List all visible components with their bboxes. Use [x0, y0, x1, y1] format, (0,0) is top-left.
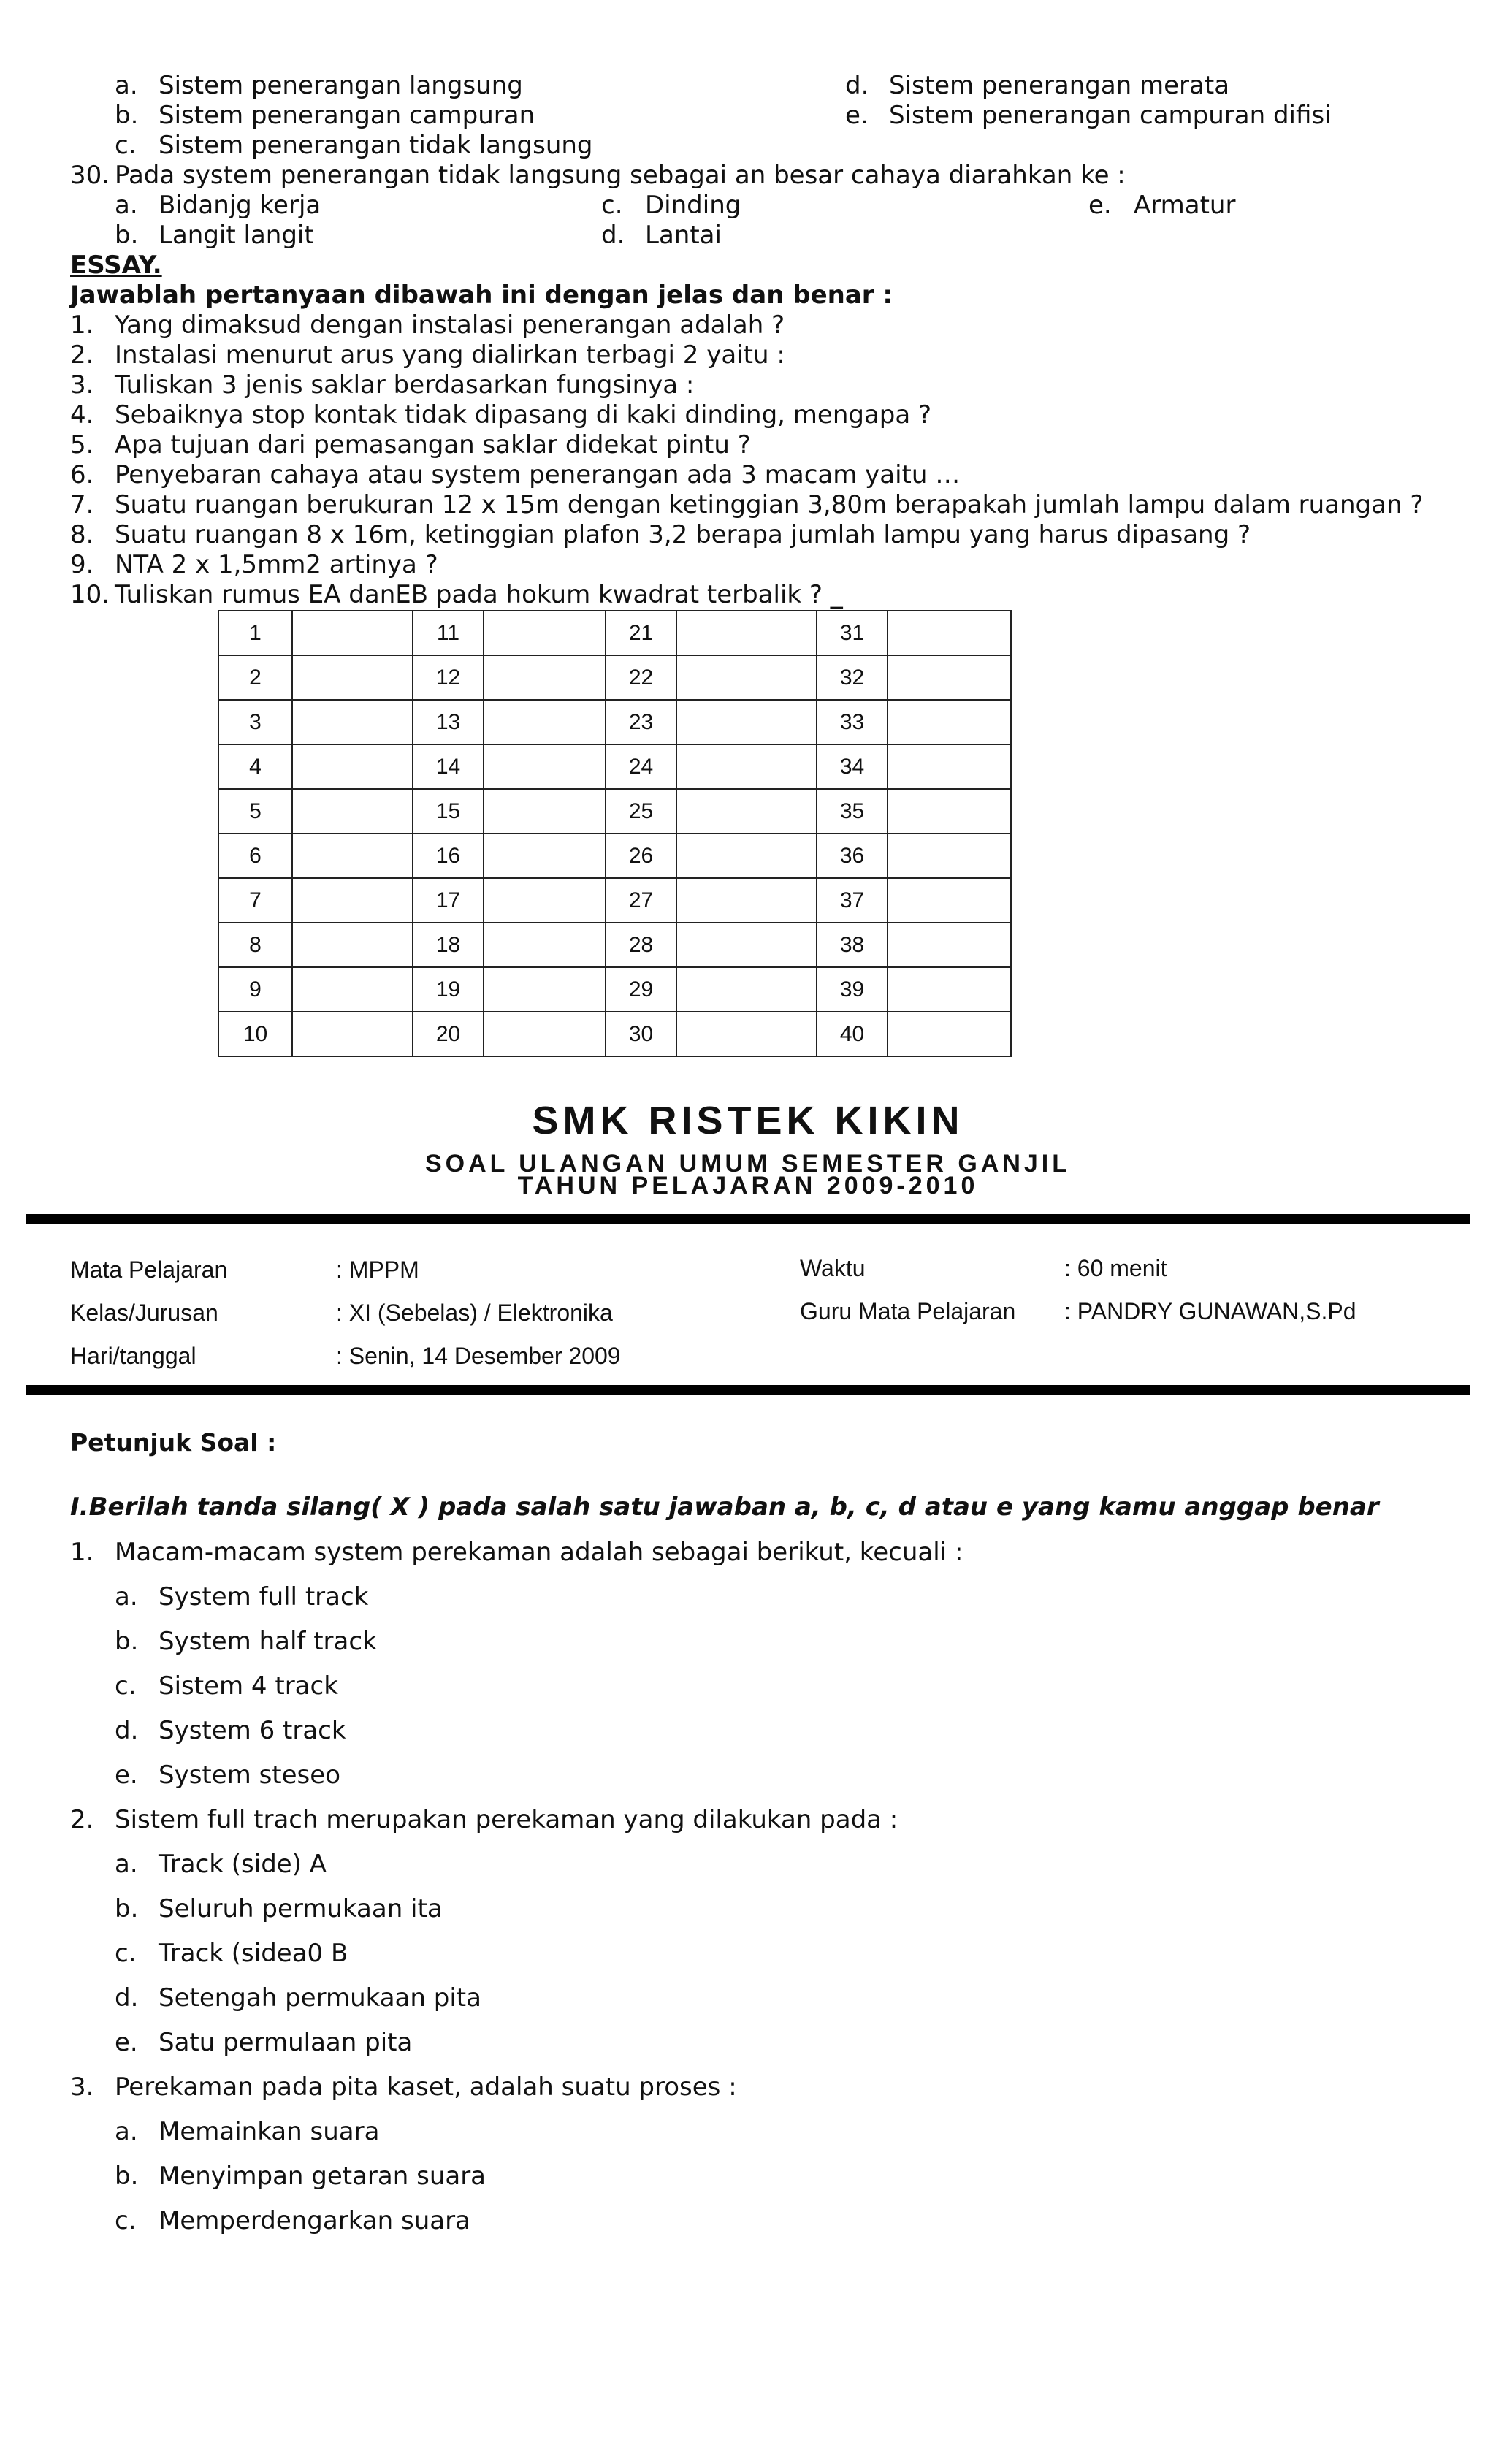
answer-blank-cell[interactable] — [292, 789, 413, 834]
answer-row — [218, 1012, 1011, 1056]
option-letter: e. — [845, 101, 869, 130]
option-text: Bidanjg kerja — [159, 191, 321, 220]
answer-number-cell: 27 — [606, 878, 676, 923]
header-divider — [26, 1214, 1470, 1224]
exam-subtitle: SOAL ULANGAN UMUM SEMESTER GANJIL — [424, 1150, 1072, 1178]
answer-number-cell: 9 — [218, 967, 292, 1012]
answer-blank-cell[interactable] — [292, 923, 413, 967]
answer-number-cell: 2 — [218, 655, 292, 700]
answer-blank-cell[interactable] — [676, 611, 817, 655]
answer-blank-cell[interactable] — [676, 1012, 817, 1056]
essay-number: 4. — [70, 400, 94, 430]
answer-blank-cell[interactable] — [676, 655, 817, 700]
essay-question: Suatu ruangan 8 x 16m, ketinggian plafon 3,2 berapa jumlah lampu yang harus dipasang ? — [115, 520, 1251, 549]
option-letter: c. — [115, 1671, 137, 1701]
essay-number: 8. — [70, 520, 94, 549]
answer-blank-cell[interactable] — [676, 744, 817, 789]
answer-number-cell: 16 — [413, 834, 484, 878]
answer-blank-cell[interactable] — [292, 834, 413, 878]
academic-year: TAHUN PELAJARAN 2009-2010 — [517, 1172, 979, 1199]
answer-number-cell: 28 — [606, 923, 676, 967]
option-letter: d. — [601, 221, 625, 250]
answer-blank-cell[interactable] — [292, 1012, 413, 1056]
question-text: Pada system penerangan tidak langsung sebagai an besar cahaya diarahkan ke : — [115, 161, 1126, 190]
answer-number-cell: 17 — [413, 878, 484, 923]
option-letter: c. — [115, 1939, 137, 1968]
essay-heading: ESSAY. — [70, 251, 162, 280]
question-number: 2. — [70, 1805, 94, 1834]
option-text: Setengah permukaan pita — [159, 1983, 481, 2013]
answer-blank-cell[interactable] — [484, 1012, 606, 1056]
answer-number-cell: 14 — [413, 744, 484, 789]
answer-blank-cell[interactable] — [676, 789, 817, 834]
answer-blank-cell[interactable] — [484, 700, 606, 744]
option-letter: c. — [601, 191, 623, 220]
option-letter: a. — [115, 1582, 138, 1611]
answer-number-cell: 15 — [413, 789, 484, 834]
answer-number-cell: 29 — [606, 967, 676, 1012]
option-letter: c. — [115, 131, 137, 160]
answer-number-cell: 36 — [817, 834, 888, 878]
option-letter: b. — [115, 221, 139, 250]
answer-blank-cell[interactable] — [888, 655, 1011, 700]
answer-number-cell: 11 — [413, 611, 484, 655]
answer-row — [218, 789, 1011, 834]
answer-blank-cell[interactable] — [888, 744, 1011, 789]
answer-blank-cell[interactable] — [888, 789, 1011, 834]
option-letter: a. — [115, 191, 138, 220]
answer-number-cell: 12 — [413, 655, 484, 700]
essay-question: Suatu ruangan berukuran 12 x 15m dengan ketinggian 3,80m berapakah jumlah lampu dalam ruangan ? — [115, 490, 1424, 519]
option-letter: b. — [115, 101, 139, 130]
answer-blank-cell[interactable] — [484, 744, 606, 789]
answer-number-cell: 31 — [817, 611, 888, 655]
answer-number-cell: 39 — [817, 967, 888, 1012]
answer-blank-cell[interactable] — [292, 967, 413, 1012]
answer-number-cell: 25 — [606, 789, 676, 834]
answer-number-cell: 37 — [817, 878, 888, 923]
question-number: 3. — [70, 2072, 94, 2102]
answer-number-cell: 5 — [218, 789, 292, 834]
meta-value: : XI (Sebelas) / Elektronika — [336, 1300, 613, 1326]
answer-blank-cell[interactable] — [484, 611, 606, 655]
option-text: Sistem penerangan campuran — [159, 101, 535, 130]
answer-blank-cell[interactable] — [676, 700, 817, 744]
answer-number-cell: 10 — [218, 1012, 292, 1056]
answer-number-cell: 6 — [218, 834, 292, 878]
essay-instruction: Jawablah pertanyaan dibawah ini dengan jelas dan benar : — [70, 281, 893, 310]
meta-label: Mata Pelajaran — [70, 1256, 228, 1283]
option-letter: e. — [115, 2028, 138, 2057]
option-text: System 6 track — [159, 1716, 346, 1745]
essay-question: Yang dimaksud dengan instalasi penerangan adalah ? — [115, 310, 785, 340]
answer-number-cell: 7 — [218, 878, 292, 923]
option-letter: a. — [115, 71, 138, 100]
option-letter: e. — [1088, 191, 1112, 220]
answer-blank-cell[interactable] — [888, 611, 1011, 655]
option-letter: a. — [115, 1850, 138, 1879]
answer-number-cell: 8 — [218, 923, 292, 967]
answer-blank-cell[interactable] — [888, 834, 1011, 878]
question-number: 1. — [70, 1538, 94, 1567]
essay-question: NTA 2 x 1,5mm2 artinya ? — [115, 550, 438, 579]
answer-blank-cell[interactable] — [888, 1012, 1011, 1056]
answer-number-cell: 13 — [413, 700, 484, 744]
answer-blank-cell[interactable] — [484, 655, 606, 700]
option-text: Satu permulaan pita — [159, 2028, 413, 2057]
answer-number-cell: 1 — [218, 611, 292, 655]
answer-table — [218, 610, 1012, 1057]
answer-blank-cell[interactable] — [292, 744, 413, 789]
answer-number-cell: 3 — [218, 700, 292, 744]
answer-number-cell: 26 — [606, 834, 676, 878]
option-letter: e. — [115, 1761, 138, 1790]
essay-question: Tuliskan rumus EA danEB pada hokum kwadrat terbalik ? _ — [115, 580, 843, 609]
option-letter: c. — [115, 2206, 137, 2235]
answer-row — [218, 834, 1011, 878]
answer-number-cell: 34 — [817, 744, 888, 789]
essay-number: 1. — [70, 310, 94, 340]
section-instruction: I.Berilah tanda silang( X ) pada salah satu jawaban a, b, c, d atau e yang kamu anggap benar — [70, 1492, 1379, 1522]
answer-blank-cell[interactable] — [292, 700, 413, 744]
answer-number-cell: 24 — [606, 744, 676, 789]
answer-number-cell: 30 — [606, 1012, 676, 1056]
answer-blank-cell[interactable] — [484, 878, 606, 923]
option-text: System half track — [159, 1627, 377, 1656]
essay-question: Penyebaran cahaya atau system penerangan ada 3 macam yaitu … — [115, 460, 961, 489]
essay-number: 9. — [70, 550, 94, 579]
answer-blank-cell[interactable] — [888, 700, 1011, 744]
option-text: Track (sidea0 B — [159, 1939, 348, 1968]
answer-number-cell: 18 — [413, 923, 484, 967]
question-text: Sistem full trach merupakan perekaman yang dilakukan pada : — [115, 1805, 898, 1834]
option-text: System steseo — [159, 1761, 340, 1790]
meta-label: Kelas/Jurusan — [70, 1300, 218, 1326]
answer-number-cell: 38 — [817, 923, 888, 967]
answer-blank-cell[interactable] — [888, 967, 1011, 1012]
answer-number-cell: 33 — [817, 700, 888, 744]
essay-number: 7. — [70, 490, 94, 519]
question-number: 30. — [70, 161, 110, 190]
answer-row — [218, 655, 1011, 700]
answer-number-cell: 40 — [817, 1012, 888, 1056]
essay-number: 6. — [70, 460, 94, 489]
answer-row — [218, 700, 1011, 744]
answer-blank-cell[interactable] — [676, 967, 817, 1012]
option-text: Seluruh permukaan ita — [159, 1894, 443, 1923]
option-text: Sistem 4 track — [159, 1671, 338, 1701]
answer-number-cell: 23 — [606, 700, 676, 744]
essay-number: 5. — [70, 430, 94, 459]
answer-blank-cell[interactable] — [484, 834, 606, 878]
essay-number: 3. — [70, 370, 94, 400]
option-text: Dinding — [645, 191, 741, 220]
answer-blank-cell[interactable] — [292, 878, 413, 923]
answer-row — [218, 967, 1011, 1012]
essay-question: Apa tujuan dari pemasangan saklar didekat pintu ? — [115, 430, 751, 459]
answer-row — [218, 878, 1011, 923]
meta-label: Hari/tanggal — [70, 1343, 196, 1369]
meta-value: : Senin, 14 Desember 2009 — [336, 1343, 621, 1369]
essay-number: 10. — [70, 580, 110, 609]
option-letter: d. — [115, 1716, 139, 1745]
answer-number-cell: 4 — [218, 744, 292, 789]
option-letter: b. — [115, 2162, 139, 2191]
essay-question: Instalasi menurut arus yang dialirkan terbagi 2 yaitu : — [115, 340, 785, 370]
option-letter: b. — [115, 1894, 139, 1923]
answer-number-cell: 21 — [606, 611, 676, 655]
answer-blank-cell[interactable] — [292, 655, 413, 700]
option-text: Memperdengarkan suara — [159, 2206, 470, 2235]
option-text: Sistem penerangan merata — [889, 71, 1230, 100]
option-letter: a. — [115, 2117, 138, 2146]
option-text: Langit langit — [159, 221, 314, 250]
option-text: Track (side) A — [159, 1850, 327, 1879]
answer-row — [218, 611, 1011, 655]
option-text: Memainkan suara — [159, 2117, 380, 2146]
meta-label: Waktu — [800, 1255, 866, 1281]
answer-blank-cell[interactable] — [484, 967, 606, 1012]
answer-blank-cell[interactable] — [676, 923, 817, 967]
answer-number-cell: 32 — [817, 655, 888, 700]
answer-blank-cell[interactable] — [888, 923, 1011, 967]
option-text: System full track — [159, 1582, 369, 1611]
school-name: SMK RISTEK KIKIN — [532, 1099, 964, 1143]
header-divider — [26, 1385, 1470, 1395]
answer-number-cell: 19 — [413, 967, 484, 1012]
meta-value: : PANDRY GUNAWAN,S.Pd — [1064, 1298, 1356, 1324]
option-letter: d. — [845, 71, 869, 100]
answer-blank-cell[interactable] — [484, 789, 606, 834]
meta-value: : 60 menit — [1064, 1255, 1167, 1281]
answer-row — [218, 923, 1011, 967]
answer-blank-cell[interactable] — [484, 923, 606, 967]
option-letter: b. — [115, 1627, 139, 1656]
meta-label: Guru Mata Pelajaran — [800, 1298, 1016, 1324]
answer-row — [218, 744, 1011, 789]
option-text: Sistem penerangan tidak langsung — [159, 131, 593, 160]
option-letter: d. — [115, 1983, 139, 2013]
answer-blank-cell[interactable] — [676, 834, 817, 878]
essay-question: Tuliskan 3 jenis saklar berdasarkan fungsinya : — [115, 370, 695, 400]
question-text: Perekaman pada pita kaset, adalah suatu proses : — [115, 2072, 737, 2102]
option-text: Menyimpan getaran suara — [159, 2162, 486, 2191]
option-text: Sistem penerangan langsung — [159, 71, 523, 100]
answer-number-cell: 22 — [606, 655, 676, 700]
petunjuk-heading: Petunjuk Soal : — [70, 1428, 277, 1457]
question-text: Macam-macam system perekaman adalah sebagai berikut, kecuali : — [115, 1538, 963, 1567]
answer-number-cell: 20 — [413, 1012, 484, 1056]
essay-question: Sebaiknya stop kontak tidak dipasang di kaki dinding, mengapa ? — [115, 400, 932, 430]
essay-number: 2. — [70, 340, 94, 370]
answer-blank-cell[interactable] — [676, 878, 817, 923]
answer-blank-cell[interactable] — [292, 611, 413, 655]
answer-number-cell: 35 — [817, 789, 888, 834]
option-text: Armatur — [1134, 191, 1236, 220]
option-text: Sistem penerangan campuran difisi — [889, 101, 1332, 130]
meta-value: : MPPM — [336, 1256, 419, 1283]
answer-blank-cell[interactable] — [888, 878, 1011, 923]
option-text: Lantai — [645, 221, 722, 250]
